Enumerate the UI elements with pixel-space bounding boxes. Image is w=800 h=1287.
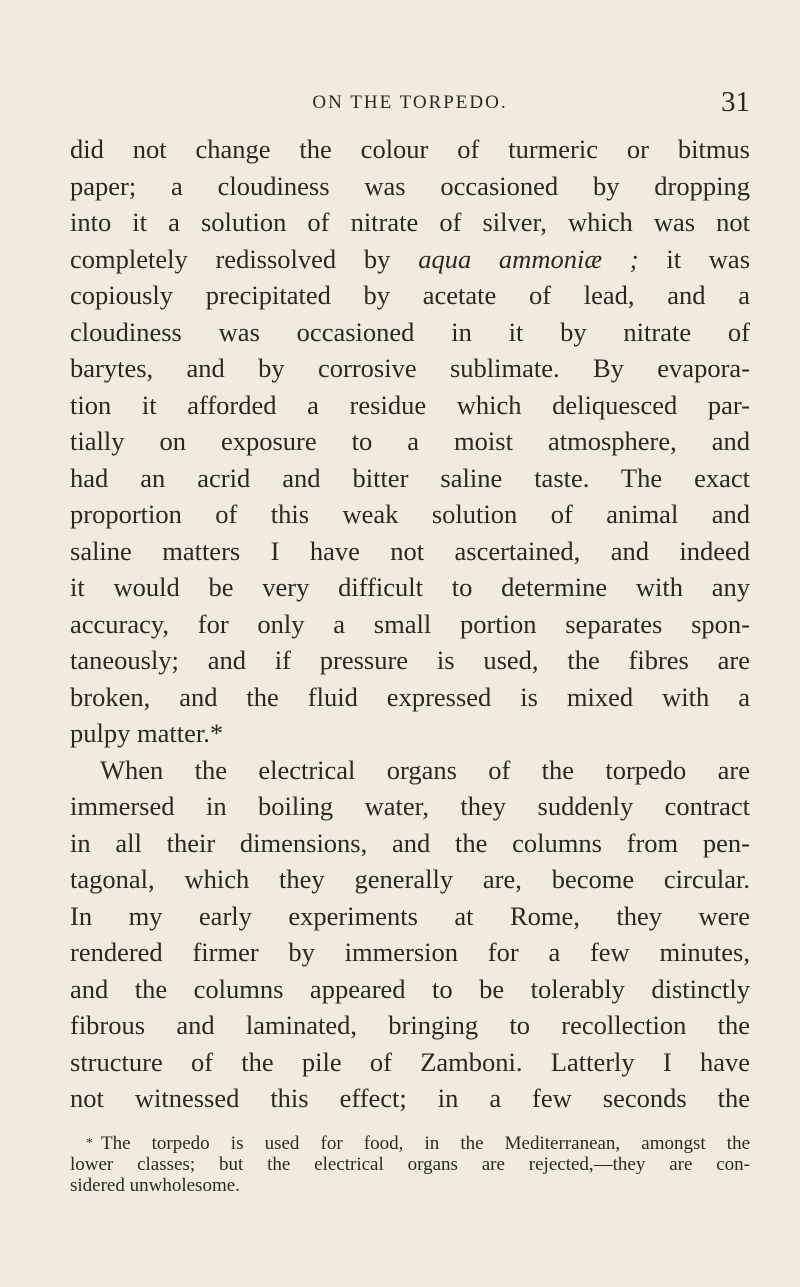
text-line: rendered firmer by immersion for a few minutes, — [70, 937, 750, 967]
text-line — [70, 241, 750, 278]
text-line: In my early experiments at Rome, they were — [70, 900, 750, 931]
footnote-line: lower classes; but the electrical organs are rejected,—they are con- — [70, 1154, 750, 1175]
body-text — [70, 131, 750, 1117]
text-line: and the columns appeared to be tolerably distinctly — [70, 973, 750, 1004]
footnote — [70, 1133, 750, 1196]
text-line: paper; a cloudiness was occasioned by dropping — [70, 170, 750, 201]
footnote-marker: * — [86, 1136, 93, 1151]
running-head — [70, 88, 750, 120]
text-line: tially on exposure to a moist atmosphere, and — [70, 426, 750, 456]
text-line: When the electrical organs of the torpedo are — [100, 754, 750, 785]
text-line: broken, and the fluid expressed is mixed with a — [70, 681, 750, 712]
italic-term: aqua ammoniæ ; — [418, 243, 639, 274]
text-line: did not change the colour of turmeric or bitmus — [70, 134, 750, 164]
text-line: barytes, and by corrosive sublimate. By evapora- — [70, 353, 750, 383]
text-line: pulpy matter.* — [70, 718, 224, 748]
text-line: fibrous and laminated, bringing to recollection the — [70, 1010, 750, 1040]
book-page — [70, 0, 750, 1287]
text-line: in all their dimensions, and the columns from pen- — [70, 827, 750, 858]
page-number: 31 — [721, 86, 750, 118]
text-line: into it a solution of nitrate of silver, which was not — [70, 207, 750, 237]
text-line: it would be very difficult to determine with any — [70, 572, 750, 602]
text-line: structure of the pile of Zamboni. Latterly I have — [70, 1046, 750, 1077]
text-line: tion it afforded a residue which deliquesced par- — [70, 389, 750, 420]
text-line: saline matters I have not ascertained, and indeed — [70, 535, 750, 566]
footnote-line — [70, 1133, 750, 1154]
text-line: copiously precipitated by acetate of lead, and a — [70, 280, 750, 310]
text-line: immersed in boiling water, they suddenly contract — [70, 791, 750, 821]
text-line: not witnessed this effect; in a few seconds the — [70, 1083, 750, 1113]
text-line: had an acrid and bitter saline taste. The exact — [70, 462, 750, 493]
text-line: tagonal, which they generally are, become circular. — [70, 864, 750, 894]
text-line-end: it was — [638, 243, 751, 274]
text-line: cloudiness was occasioned in it by nitrate of — [70, 316, 750, 347]
text-line: accuracy, for only a small portion separates spon- — [70, 608, 750, 639]
text-line: taneously; and if pressure is used, the fibres are — [70, 645, 750, 675]
footnote-text: The torpedo is used for food, in the Mediterranean, amongst the — [101, 1133, 750, 1154]
running-title: ON THE TORPEDO. — [312, 92, 508, 113]
text-line: proportion of this weak solution of animal and — [70, 499, 750, 529]
footnote-line: sidered unwholesome. — [70, 1175, 240, 1196]
text-line-start: completely redissolved by — [70, 243, 419, 274]
